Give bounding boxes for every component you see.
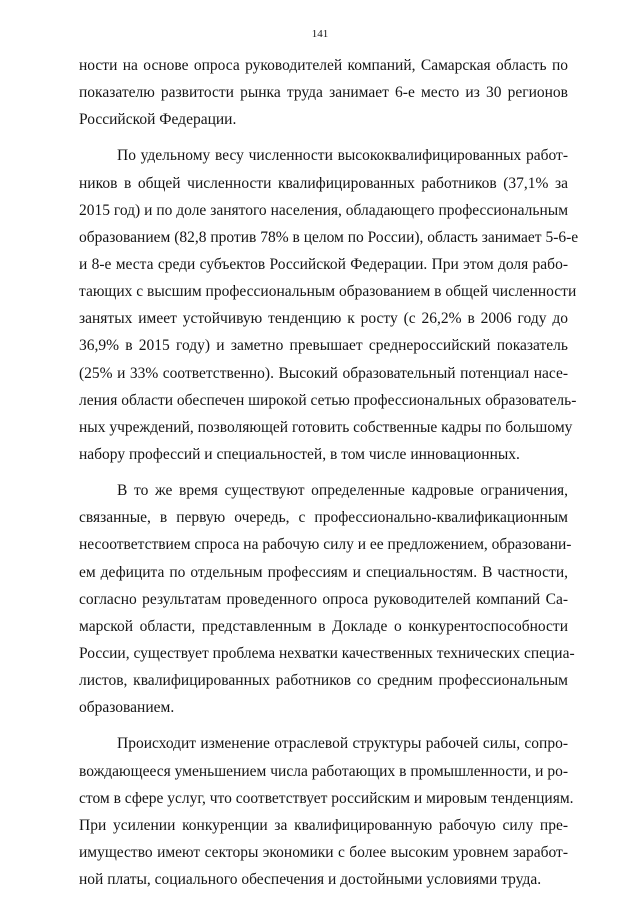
text-line: ности на основе опроса руководителей компаний, Самарская область по <box>79 57 568 74</box>
text-line: Происходит изменение отраслевой структуры рабочей силы, сопро- <box>117 735 568 753</box>
text-line: ем дефицита по отдельным профессиям и специальностям. В частности, <box>79 563 568 581</box>
paragraph <box>79 730 574 893</box>
text-line: занятых имеет устойчивую тенденцию к росту (с 26,2% в 2006 году до <box>79 310 568 328</box>
paragraph <box>79 142 579 468</box>
text-line: (25% и 33% соответственно). Высокий образовательный потенциал насе- <box>79 364 568 382</box>
text-line: имущество имеют секторы экономики с более высоким уровнем заработ- <box>79 843 568 861</box>
paragraph <box>79 52 568 133</box>
paragraph-gap <box>79 133 568 142</box>
body-text <box>79 52 579 893</box>
paragraph <box>79 477 575 721</box>
page-number: 141 <box>311 28 329 40</box>
text-line: ных учреждений, позволяющей готовить собственные кадры по большому <box>79 418 573 436</box>
text-line: связанные, в первую очередь, с профессионально-квалификационным <box>79 509 568 527</box>
text-line: ления области обеспечен широкой сетью профессиональных образователь- <box>79 391 577 409</box>
text-line: 2015 год) и по доле занятого населения, обладающего профессиональным <box>79 201 568 219</box>
text-line: России, существует проблема нехватки качественных технических специа- <box>79 644 575 662</box>
text-line: набору профессий и специальностей, в том числе инновационных. <box>79 445 520 463</box>
paragraph-gap <box>79 468 568 477</box>
text-line: Российской Федерации. <box>79 111 237 129</box>
text-line: согласно результатам проведенного опроса руководителей компаний Са- <box>79 590 568 608</box>
text-line: 36,9% в 2015 году) и заметно превышает среднероссийский показатель <box>79 337 568 355</box>
text-line: тающих с высшим профессиональным образованием в общей численности <box>79 283 577 301</box>
paragraph-gap <box>79 721 568 730</box>
text-line: образованием (82,8 против 78% в целом по России), область занимает 5-6-е <box>79 228 579 246</box>
text-line: несоответствием спроса на рабочую силу и ее предложением, образовани- <box>79 536 572 554</box>
text-line: марской области, представленным в Докладе о конкурентоспособности <box>79 617 568 635</box>
text-line: В то же время существуют определенные кадровые ограничения, <box>117 482 568 500</box>
text-line: образованием. <box>79 699 175 717</box>
text-line: стом в сфере услуг, что соответствует российским и мировым тенденциям. <box>79 789 574 807</box>
text-line: и 8-е места среди субъектов Российской Федерации. При этом доля рабо- <box>79 255 568 273</box>
text-line: листов, квалифицированных работников со средним профессиональным <box>79 672 568 690</box>
text-line: ной платы, социального обеспечения и достойными условиями труда. <box>79 871 542 889</box>
text-line: вождающееся уменьшением числа работающих в промышленности, и ро- <box>79 762 568 780</box>
text-line: ников в общей численности квалифицированных работников (37,1% за <box>79 174 568 192</box>
text-line: показателю развитости рынка труда занимает 6-е место из 30 регионов <box>79 84 568 102</box>
text-line: При усилении конкуренции за квалифицированную рабочую силу пре- <box>79 816 568 834</box>
text-line: По удельному весу численности высококвалифицированных работ- <box>117 147 568 165</box>
